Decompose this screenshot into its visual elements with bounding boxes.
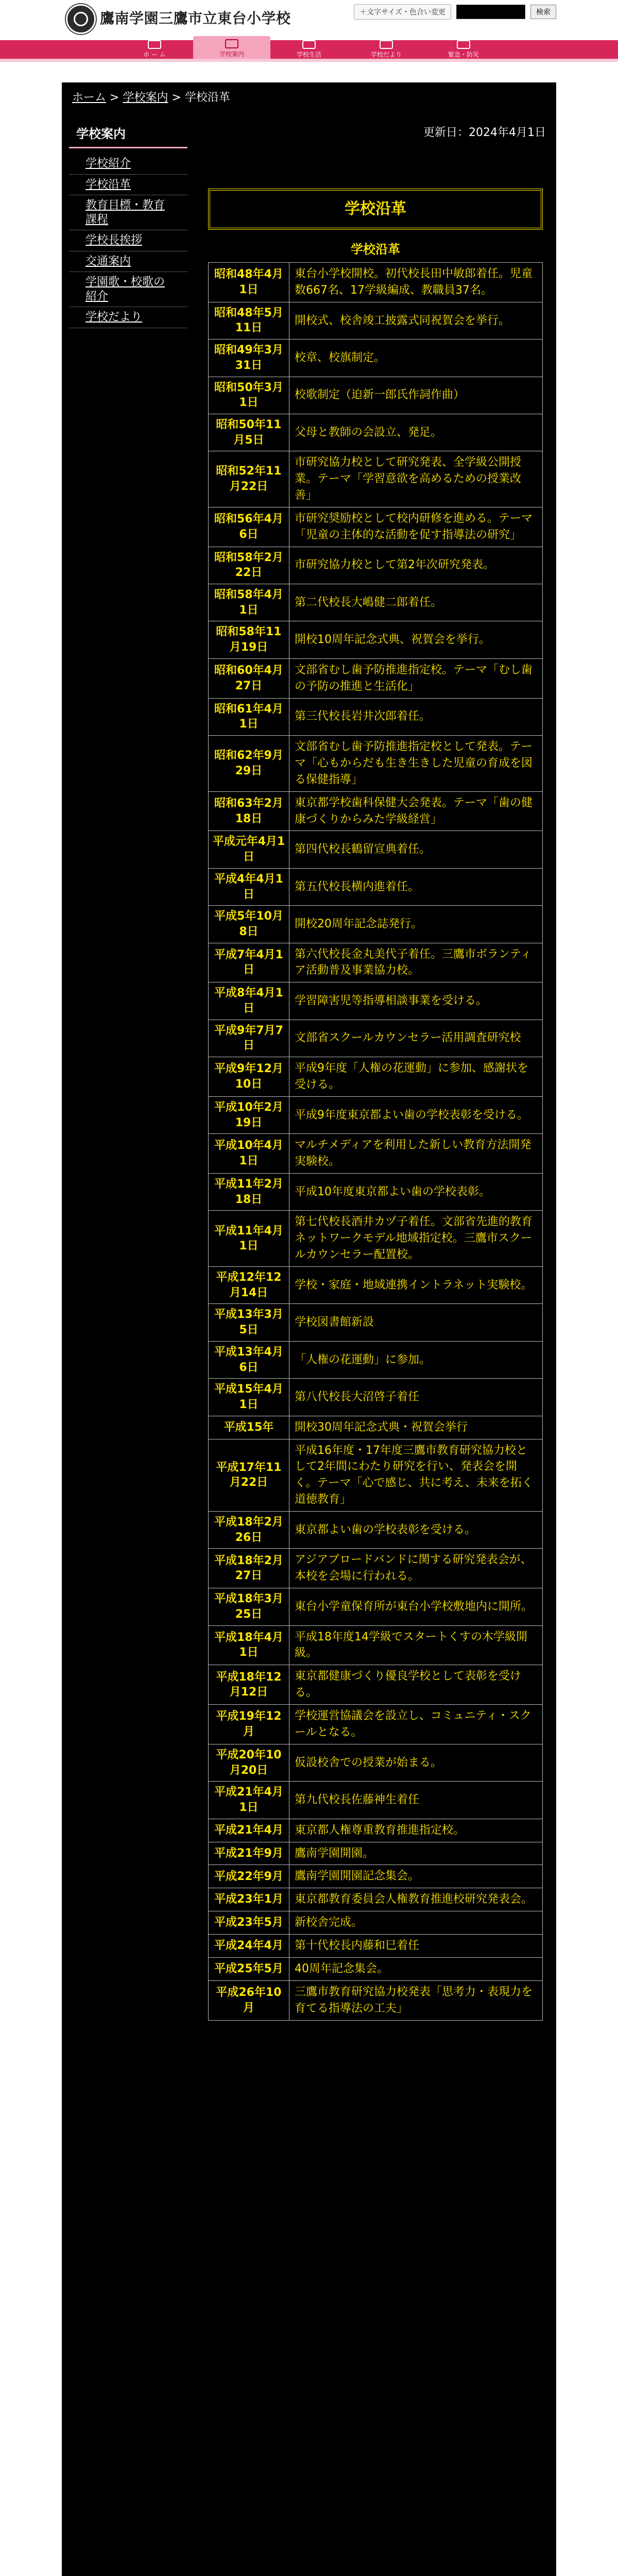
search-input[interactable] [456, 5, 525, 19]
history-date: 平成25年5月 [209, 1958, 289, 1981]
history-event: 平成9年度東京都よい歯の学校表彰を受ける。 [289, 1096, 543, 1133]
history-row [209, 547, 543, 584]
history-row [209, 698, 543, 735]
school-icon [225, 39, 238, 48]
history-event: 市研究協力校として第2年次研究発表。 [289, 547, 543, 584]
history-row [209, 1958, 543, 1981]
sidebar-item-access[interactable]: 交通案内 [69, 251, 187, 273]
history-date: 平成8年4月1日 [209, 982, 289, 1020]
breadcrumb-parent[interactable]: 学校案内 [123, 91, 168, 104]
history-event: 第五代校長横内進着任。 [289, 868, 543, 905]
history-date: 昭和56年4月6日 [209, 507, 289, 547]
history-row [209, 414, 543, 451]
history-date: 平成18年3月25日 [209, 1588, 289, 1625]
history-date: 平成15年 [209, 1416, 289, 1439]
history-row [209, 658, 543, 698]
history-date: 昭和60年4月27日 [209, 658, 289, 698]
history-date: 昭和50年11月5日 [209, 414, 289, 451]
nav-emergency[interactable] [425, 40, 502, 59]
history-row [209, 1341, 543, 1378]
history-row [209, 1842, 543, 1865]
history-event: 開校30周年記念式典・祝賀会挙行 [289, 1416, 543, 1439]
history-date: 昭和58年11月19日 [209, 621, 289, 658]
history-date: 平成23年1月 [209, 1888, 289, 1911]
history-date: 昭和58年2月22日 [209, 547, 289, 584]
history-event: 第九代校長佐藤神生着任 [289, 1782, 543, 1819]
history-date: 平成10年4月1日 [209, 1134, 289, 1174]
history-date: 昭和49年3月31日 [209, 340, 289, 377]
history-date: 平成18年4月1日 [209, 1625, 289, 1665]
sidebar-item-education-goals[interactable]: 教育目標・教育課程 [69, 195, 187, 230]
sidebar-title: 学校案内 [69, 124, 187, 148]
history-date: 平成11年4月1日 [209, 1211, 289, 1267]
history-date: 昭和48年4月1日 [209, 263, 289, 302]
history-date: 昭和52年11月22日 [209, 451, 289, 507]
history-date: 昭和62年9月29日 [209, 736, 289, 792]
history-row [209, 1512, 543, 1549]
history-event: 開校10周年記念式典、祝賀会を挙行。 [289, 621, 543, 658]
history-row [209, 1416, 543, 1439]
font-size-button[interactable]: ＋文字サイズ・色合い変更 [354, 4, 451, 20]
history-event: 第六代校長金丸美代子着任。三鷹市ボランティア活動普及事業協力校。 [289, 943, 543, 982]
history-event: 40周年記念集会。 [289, 1958, 543, 1981]
nav-school-life[interactable] [270, 40, 348, 59]
history-event: 第十代校長内藤和巳着任 [289, 1935, 543, 1958]
history-event: 第二代校長大嶋健二郎着任。 [289, 584, 543, 621]
history-event: 市研究奨励校として校内研修を進める。テーマ「児童の主体的な活動を促す指導法の研究」 [289, 507, 543, 547]
history-row [209, 1980, 543, 2020]
history-event: 鷹南学園開園記念集会。 [289, 1865, 543, 1888]
history-row [209, 791, 543, 831]
breadcrumb-home[interactable]: ホーム [72, 91, 107, 104]
history-row [209, 1665, 543, 1705]
history-event: 文部省むし歯予防推進指定校。テーマ「むし歯の予防の推進と生活化」 [289, 658, 543, 698]
history-row [209, 1782, 543, 1819]
history-date: 平成4年4月1日 [209, 868, 289, 905]
history-event: 平成16年度・17年度三鷹市教育研究協力校として2年間にわたり研究を行い、発表会を開く。テーマ「心で感じ、共に考え、未来を拓く道徳教育」 [289, 1439, 543, 1512]
history-event: 第八代校長大沼啓子着任 [289, 1379, 543, 1416]
nav-underline [0, 59, 618, 62]
sidebar-item-school-intro[interactable]: 学校紹介 [69, 154, 187, 175]
history-row [209, 1304, 543, 1341]
history-event: 東京都教育委員会人権教育推進校研究発表会。 [289, 1888, 543, 1911]
history-event: 文部省スクールカウンセラー活用調査研究校 [289, 1020, 543, 1057]
calendar-icon [302, 40, 316, 49]
history-event: 第三代校長岩井次郎着任。 [289, 698, 543, 735]
history-row [209, 982, 543, 1020]
nav-label: ホ ー ム [143, 51, 166, 58]
history-table [208, 262, 543, 2021]
sidebar-item-newsletter[interactable]: 学校だより [69, 307, 187, 328]
history-event: 学校図書館新設 [289, 1304, 543, 1341]
history-event: 文部省むし歯予防推進指定校として発表。テーマ「心もからだも生き生きした児童の育成を図る保健指導」 [289, 736, 543, 792]
history-date: 昭和63年2月18日 [209, 791, 289, 831]
history-row [209, 1744, 543, 1781]
history-date: 平成23年5月 [209, 1911, 289, 1935]
history-event: 市研究協力校として研究発表、全学級公開授業。テーマ「学習意欲を高めるための授業改善」 [289, 451, 543, 507]
history-row [209, 1911, 543, 1935]
history-date: 平成13年4月6日 [209, 1341, 289, 1378]
history-event: 仮設校舎での授業が始まる。 [289, 1744, 543, 1781]
history-date: 平成20年10月20日 [209, 1744, 289, 1781]
nav-school-info[interactable] [193, 36, 270, 61]
school-logo-icon[interactable] [66, 4, 96, 34]
history-date: 昭和61年4月1日 [209, 698, 289, 735]
history-row [209, 906, 543, 943]
nav-label: 学校だより [370, 51, 402, 58]
main-content [208, 189, 543, 2021]
history-event: 父母と教師の会設立、発足。 [289, 414, 543, 451]
history-row [209, 1439, 543, 1512]
sidebar-item-school-song[interactable]: 学園歌・校歌の紹介 [69, 272, 187, 307]
history-date: 昭和58年4月1日 [209, 584, 289, 621]
history-date: 昭和48年5月11日 [209, 302, 289, 339]
breadcrumb-separator: > [106, 91, 123, 104]
history-event: 東京都よい歯の学校表彰を受ける。 [289, 1512, 543, 1549]
history-date: 平成21年9月 [209, 1842, 289, 1865]
nav-label: 学校生活 [296, 51, 321, 58]
history-row [209, 1134, 543, 1174]
history-event: 学校運営協議会を設立し、コミュニティ・スクールとなる。 [289, 1705, 543, 1744]
history-row [209, 263, 543, 302]
history-date: 平成26年10月 [209, 1980, 289, 2020]
history-row [209, 1819, 543, 1842]
history-event: 東京都健康づくり優良学校として表彰を受ける。 [289, 1665, 543, 1705]
history-date: 平成9年7月7日 [209, 1020, 289, 1057]
history-date: 平成19年12月 [209, 1705, 289, 1744]
sidebar-item-history[interactable]: 学校沿革 [69, 175, 187, 196]
history-event: マルチメディアを利用した新しい教育方法開発実験校。 [289, 1134, 543, 1174]
history-event: 第七代校長酒井カヅ子着任。文部省先進的教育ネットワークモデル地域指定校。三鷹市スクールカウンセラー配置校。 [289, 1211, 543, 1267]
history-event: アジアブロードバンドに関する研究発表会が、本校を会場に行われる。 [289, 1549, 543, 1588]
history-date: 平成10年2月19日 [209, 1096, 289, 1133]
history-row [209, 507, 543, 547]
history-event: 鷹南学園開園。 [289, 1842, 543, 1865]
history-event: 平成9年度「人権の花運動」に参加、感謝状を受ける。 [289, 1057, 543, 1097]
history-row [209, 1267, 543, 1304]
history-row [209, 1935, 543, 1958]
history-row [209, 1625, 543, 1665]
history-event: 「人権の花運動」に参加。 [289, 1341, 543, 1378]
history-event: 学校・家庭・地域連携イントラネット実験校。 [289, 1267, 543, 1304]
history-event: 第四代校長鶴留宣典着任。 [289, 831, 543, 868]
history-date: 平成17年11月22日 [209, 1439, 289, 1512]
history-date: 平成18年12月12日 [209, 1665, 289, 1705]
history-event: 新校舎完成。 [289, 1911, 543, 1935]
history-row [209, 302, 543, 339]
history-row [209, 377, 543, 414]
sidebar-item-principal-greeting[interactable]: 学校長挨拶 [69, 230, 187, 251]
history-date: 平成11年2月18日 [209, 1174, 289, 1211]
history-date: 平成22年9月 [209, 1865, 289, 1888]
home-icon [148, 40, 161, 49]
history-row [209, 1865, 543, 1888]
history-date: 平成5年10月8日 [209, 906, 289, 943]
site-title[interactable]: 鷹南学園三鷹市立東台小学校 [100, 10, 291, 27]
history-date: 平成12年12月14日 [209, 1267, 289, 1304]
nav-newsletter[interactable] [348, 40, 425, 59]
history-date: 平成18年2月27日 [209, 1549, 289, 1588]
history-row [209, 1096, 543, 1133]
history-row [209, 584, 543, 621]
breadcrumb [72, 89, 230, 105]
history-date: 平成24年4月 [209, 1935, 289, 1958]
history-row [209, 1057, 543, 1097]
history-event: 三鷹市教育研究協力校発表「思考力・表現力を育てる指導法の工夫」 [289, 1980, 543, 2020]
history-date: 平成21年4月 [209, 1819, 289, 1842]
nav-home[interactable] [116, 40, 193, 59]
history-date: 平成7年4月1日 [209, 943, 289, 982]
history-row [209, 1174, 543, 1211]
history-event: 平成18年度14学級でスタートくすの木学級開級。 [289, 1625, 543, 1665]
search-button[interactable]: 検索 [530, 5, 556, 19]
header-tools [354, 4, 556, 20]
history-event: 開校式、校舎竣工披露式同祝賀会を挙行。 [289, 302, 543, 339]
content-area [62, 82, 556, 2576]
history-event: 東台小学校開校。初代校長田中敏郎着任。児童数667名、17学級編成、教職員37名。 [289, 263, 543, 302]
history-date: 平成9年12月10日 [209, 1057, 289, 1097]
history-event: 平成10年度東京都よい歯の学校表彰。 [289, 1174, 543, 1211]
nav-label: 緊急・防災 [448, 51, 479, 58]
history-row [209, 621, 543, 658]
history-row [209, 736, 543, 792]
history-date: 昭和50年3月1日 [209, 377, 289, 414]
breadcrumb-current: 学校沿革 [184, 91, 230, 104]
history-date: 平成21年4月1日 [209, 1782, 289, 1819]
history-event: 校歌制定（迫新一郎氏作詞作曲） [289, 377, 543, 414]
history-row [209, 451, 543, 507]
history-row [209, 1888, 543, 1911]
history-date: 平成13年3月5日 [209, 1304, 289, 1341]
history-row [209, 1211, 543, 1267]
history-date: 平成18年2月26日 [209, 1512, 289, 1549]
newsletter-icon [380, 40, 393, 49]
history-event: 学習障害児等指導相談事業を受ける。 [289, 982, 543, 1020]
history-date: 平成15年4月1日 [209, 1379, 289, 1416]
breadcrumb-separator: > [168, 91, 185, 104]
history-event: 校章、校旗制定。 [289, 340, 543, 377]
history-date: 平成元年4月1日 [209, 831, 289, 868]
history-row [209, 1549, 543, 1588]
history-row [209, 1020, 543, 1057]
history-row [209, 868, 543, 905]
history-row [209, 1379, 543, 1416]
history-row [209, 1588, 543, 1625]
nav-label: 学校案内 [219, 50, 244, 58]
history-event: 東京都人権尊重教育推進指定校。 [289, 1819, 543, 1842]
sidebar [69, 124, 187, 328]
emergency-icon [457, 40, 470, 49]
section-title: 学校沿革 [351, 242, 400, 257]
updated-date: 更新日：2024年4月1日 [423, 126, 546, 139]
history-event: 開校20周年記念誌発行。 [289, 906, 543, 943]
history-row [209, 340, 543, 377]
history-row [209, 831, 543, 868]
site-header [0, 0, 618, 46]
page-title: 学校沿革 [208, 189, 543, 230]
global-nav [0, 40, 618, 59]
history-row [209, 943, 543, 982]
history-row [209, 1705, 543, 1744]
history-event: 東京都学校歯科保健大会発表。テーマ「歯の健康づくりからみた学級経営」 [289, 791, 543, 831]
history-event: 東台小学童保育所が東台小学校敷地内に開所。 [289, 1588, 543, 1625]
